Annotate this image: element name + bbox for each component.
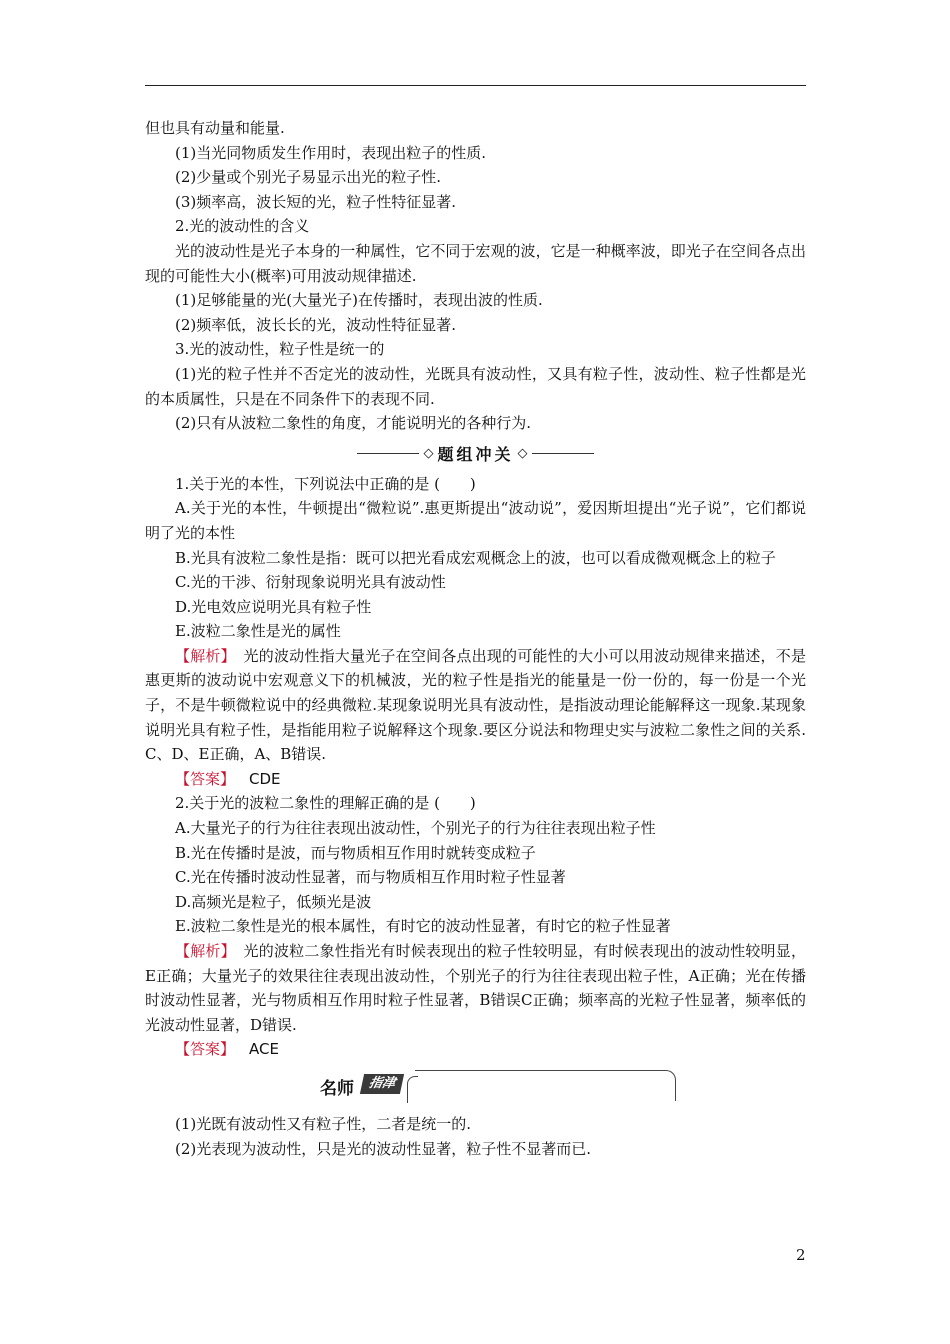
option-c: C.光的干涉、衍射现象说明光具有波动性 (175, 573, 446, 592)
option-c: C.光在传播时波动性显著，而与物质相互作用时粒子性显著 (175, 868, 566, 887)
analysis-tag: 【解析】 (175, 942, 229, 960)
diamond-icon: ◇ (423, 446, 434, 462)
tip-line: (1)光既有波动性又有粒子性，二者是统一的. (175, 1114, 472, 1133)
paragraph: 光的波动性是光子本身的一种属性，它不同于宏观的波，它是一种概率波，即光子在空间各点出现的可能性大小(概率)可用波动规律描述. (145, 241, 806, 285)
option-d: D.光电效应说明光具有粒子性 (175, 597, 372, 616)
diamond-icon: ◇ (517, 446, 528, 462)
analysis-tag: 【解析】 (175, 646, 229, 665)
analysis (145, 644, 806, 767)
header-rule (145, 85, 806, 86)
text-line: 但也具有动量和能量. (145, 119, 285, 137)
tip-line: (2)光表现为波动性，只是光的波动性显著，粒子性不显著而已. (175, 1139, 592, 1158)
text-line: (2)只有从波粒二象性的角度，才能说明光的各种行为. (175, 414, 532, 433)
text-line: (2)少量或个别光子易显示出光的粒子性. (175, 168, 442, 187)
question-stem: 2.关于光的波粒二象性的理解正确的是 ( ) (175, 794, 476, 813)
option-b: B.光具有波粒二象性是指：既可以把光看成宏观概念上的波，也可以看成微观概念上的粒子 (175, 548, 776, 567)
analysis-text: 光的波动性指大量光子在空间各点出现的可能性的大小可以用波动规律来描述，不是惠更斯的波动说中宏观意义下的机械波，光的粒子性是指光的能量是一份一份的，每一份是一个光子，不是牛顿微粒说中的经典微粒.某现象说明光具有波动性，是指波动理论能解释这一现象.某现象说明光具有粒子性，是指能用粒子说解释这个现象.要区分说法和物理史实与波粒二象性之间的关系.C、D、E正确，A、B错误. (145, 646, 806, 764)
answer-value: ACE (249, 1040, 279, 1059)
section-title: 题组冲关 (437, 445, 514, 465)
page-content (145, 116, 806, 1161)
text-line: (1)当光同物质发生作用时，表现出粒子的性质. (175, 143, 487, 162)
tip-frame (415, 1070, 676, 1101)
option-b: B.光在传播时是波，而与物质相互作用时就转变成粒子 (175, 843, 536, 862)
section-banner (145, 440, 806, 468)
text-line: (2)频率低，波长长的光，波动性特征显著. (175, 315, 457, 334)
analysis (145, 939, 806, 1037)
question-2 (145, 791, 806, 1062)
option-e: E.波粒二象性是光的属性 (175, 622, 341, 641)
option-d: D.高频光是粒子，低频光是波 (175, 892, 372, 911)
banner-rule-left (357, 453, 419, 454)
text-line: (1)足够能量的光(大量光子)在传播时，表现出波的性质. (175, 291, 543, 310)
tip-badge: 指津 (360, 1074, 404, 1094)
banner-rule-right (532, 453, 594, 454)
subheading: 3.光的波动性，粒子性是统一的 (175, 340, 385, 359)
question-stem: 1.关于光的本性，下列说法中正确的是 ( ) (175, 474, 476, 493)
tip-title: 名师 (320, 1078, 354, 1099)
option-a: A.关于光的本性，牛顿提出“微粒说”.惠更斯提出“波动说”，爱因斯坦提出“光子说”，它们都说明了光的本性 (145, 499, 806, 542)
answer (145, 1037, 806, 1062)
answer (145, 767, 806, 792)
tip-banner (145, 1068, 806, 1106)
text-line: (3)频率高，波长短的光，粒子性特征显著. (175, 192, 457, 211)
page-number: 2 (796, 1246, 806, 1264)
paragraph: (1)光的粒子性并不否定光的波动性，光既具有波动性，又具有粒子性，波动性、粒子性都是光的本质属性，只是在不同条件下的表现不同. (145, 364, 806, 408)
question-1 (145, 472, 806, 792)
answer-value: CDE (249, 769, 281, 788)
answer-tag: 【答案】 (175, 1040, 236, 1059)
option-a: A.大量光子的行为往往表现出波动性，个别光子的行为往往表现出粒子性 (175, 819, 656, 838)
subheading: 2.光的波动性的含义 (175, 217, 310, 236)
answer-tag: 【答案】 (175, 769, 236, 788)
option-e: E.波粒二象性是光的根本属性，有时它的波动性显著，有时它的粒子性显著 (175, 917, 671, 936)
analysis-text: 光的波粒二象性指光有时候表现出的粒子性较明显，有时候表现出的波动性较明显，E正确；大量光子的效果往往表现出波动性，个别光子的行为往往表现出粒子性，A正确；光在传播时波动性显著，光与物质相互作用时粒子性显著，B错误C正确；频率高的光粒子性显著，频率低的光波动性显著，D错误. (145, 942, 806, 1034)
